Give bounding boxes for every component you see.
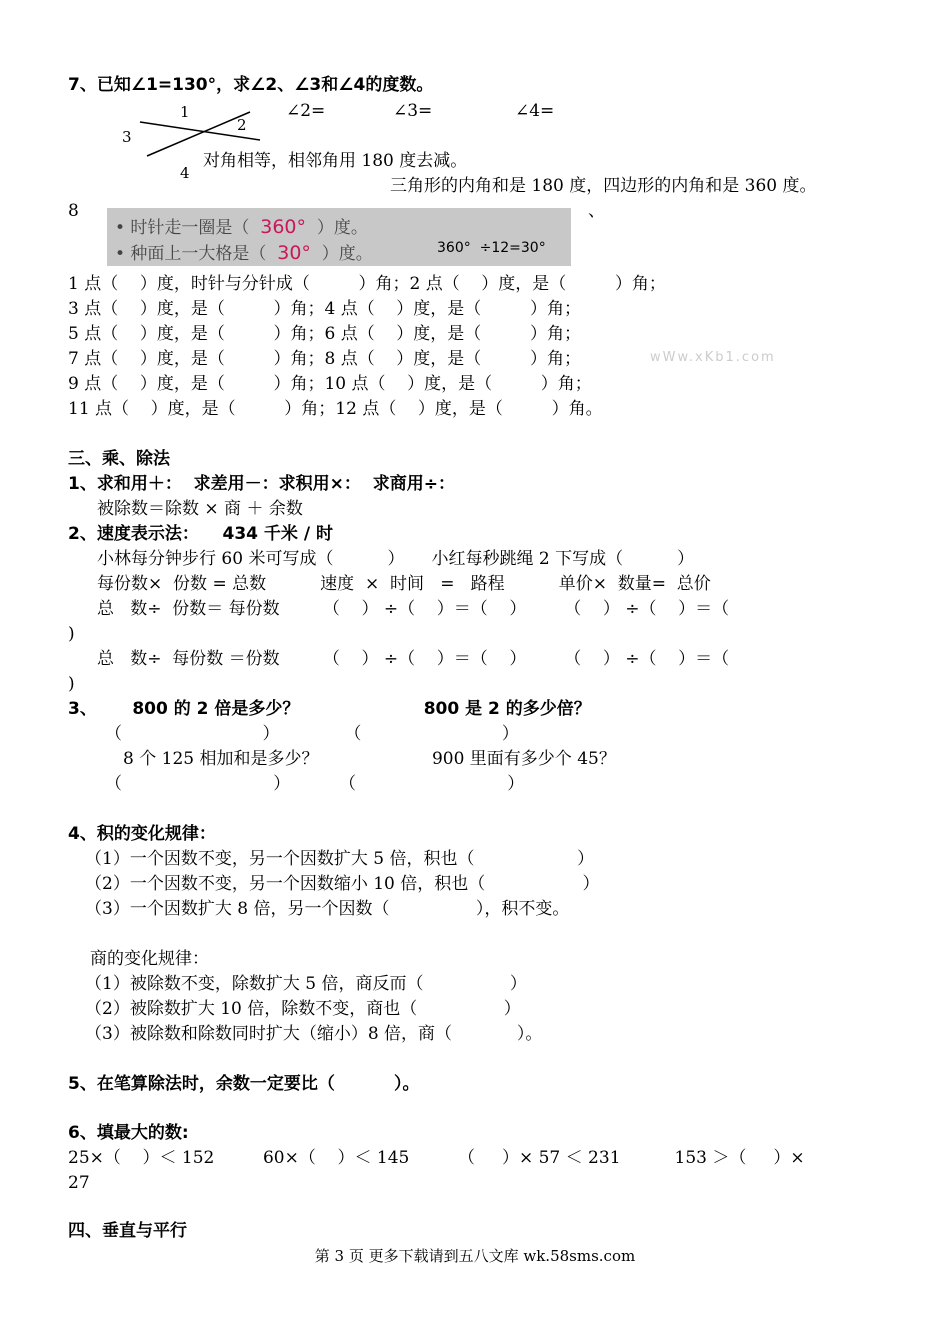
- q8-row-6: 11 点（ ）度，是（ ）角；12 点（ ）度，是（ ）角。: [68, 399, 603, 419]
- slide-line-1-post: ）度。: [316, 218, 368, 238]
- q8-row-4: 7 点（ ）度，是（ ）角；8 点（ ）度，是（ ）角；: [68, 349, 581, 369]
- s4-heading: 4、积的变化规律：: [68, 824, 216, 844]
- s4-item-5: （2）被除数扩大 10 倍，除数不变，商也（ ）: [85, 999, 521, 1019]
- q8-row-1: 1 点（ ）度，时针与分针成（ ）角；2 点（ ）度，是（ ）角；: [68, 274, 666, 294]
- s3-line-2: 2、速度表示法： 434 千米 / 时: [68, 524, 333, 544]
- s3-line-3b: 8 个 125 相加和是多少？ 900 里面有多少个 45？: [123, 749, 616, 769]
- angle-label-4: 4: [180, 164, 190, 182]
- s4-quotient-heading: 商的变化规律：: [90, 949, 209, 969]
- s3-line-3a: （ ） （ ）: [105, 724, 519, 744]
- section-4-heading: 四、垂直与平行: [68, 1221, 187, 1241]
- s4-item-2: （2）一个因数不变，另一个因数缩小 10 倍，积也（ ）: [85, 874, 600, 894]
- slide-line-2: [115, 239, 373, 264]
- s6-line: 25×（ ）＜ 152 60×（ ）＜ 145 （ ）× 57 ＜ 231 153 ＞（ ）×: [68, 1148, 805, 1168]
- s3-line-2d: 总 数÷ 每份数 ＝份数 （ ） ÷（ ）＝（ ） （ ） ÷（ ）＝（: [97, 649, 730, 669]
- slide-line-2-post: ）度。: [321, 244, 373, 264]
- q7-angle4: ∠4=: [515, 101, 555, 121]
- s4-item-4: （1）被除数不变，除数扩大 5 倍，商反而（ ）: [85, 974, 527, 994]
- angle-label-2: 2: [237, 116, 247, 134]
- section-3-heading: 三、乘、除法: [68, 449, 170, 469]
- q8-row-5: 9 点（ ）度，是（ ）角；10 点（ ）度，是（ ）角；: [68, 374, 592, 394]
- s3-line-1: 1、求和用＋： 求差用－：求积用×： 求商用÷：: [68, 474, 455, 494]
- q7-title: 7、已知∠1=130°，求∠2、∠3和∠4的度数。: [68, 75, 434, 95]
- s3-line-3: 3、 800 的 2 倍是多少？ 800 是 2 的多少倍？: [68, 699, 591, 719]
- s3-line-2d-close: ): [68, 674, 75, 694]
- s3-line-2c-close: ): [68, 624, 75, 644]
- s5-line: 5、在笔算除法时，余数一定要比（ ）。: [68, 1074, 420, 1094]
- angle-label-3: 3: [122, 128, 132, 146]
- slide-line-1-pre: • 时针走一圈是（: [115, 218, 250, 238]
- slide-note: 360° ÷12=30°: [437, 240, 546, 256]
- s4-item-1: （1）一个因数不变，另一个因数扩大 5 倍，积也（ ）: [85, 849, 595, 869]
- s3-line-2a: 小林每分钟步行 60 米可写成（ ） 小红每秒跳绳 2 下写成（ ）: [97, 549, 695, 569]
- q7-rule2: 三角形的内角和是 180 度，四边形的内角和是 360 度。: [390, 176, 817, 196]
- s3-line-2b: 每份数× 份数 = 总数 速度 × 时间 = 路程 单价× 数量= 总价: [97, 574, 711, 594]
- s4-item-6: （3）被除数和除数同时扩大（缩小）8 倍，商（ ）。: [85, 1024, 543, 1044]
- q8-mark: 、: [588, 201, 605, 221]
- q7-angle2: ∠2=: [286, 101, 326, 121]
- q8-number: 8: [68, 201, 79, 221]
- slide-line-1-value: 360°: [260, 216, 307, 238]
- s6-line-2: 27: [68, 1173, 90, 1193]
- s3-line-1b: 被除数＝除数 × 商 ＋ 余数: [97, 499, 303, 519]
- slide-line-2-value: 30°: [277, 242, 311, 264]
- q8-row-3: 5 点（ ）度，是（ ）角；6 点（ ）度，是（ ）角；: [68, 324, 581, 344]
- slide-image: [107, 208, 571, 266]
- q8-row-2: 3 点（ ）度，是（ ）角；4 点（ ）度，是（ ）角；: [68, 299, 581, 319]
- q7-angle3: ∠3=: [393, 101, 433, 121]
- page-footer: 第 3 页 更多下载请到五八文库 wk.58sms.com: [314, 1247, 636, 1265]
- watermark: wWw.xKb1.com: [650, 350, 776, 365]
- intersecting-lines-diagram: [110, 100, 280, 190]
- s6-heading: 6、填最大的数:: [68, 1123, 189, 1143]
- q7-rule1: 对角相等，相邻角用 180 度去减。: [203, 151, 468, 171]
- slide-line-2-pre: • 种面上一大格是（: [115, 244, 267, 264]
- s3-line-2c: 总 数÷ 份数＝ 每份数 （ ） ÷（ ）＝（ ） （ ） ÷（ ）＝（: [97, 599, 730, 619]
- angle-label-1: 1: [180, 103, 190, 121]
- s4-item-3: （3）一个因数扩大 8 倍，另一个因数（ ），积不变。: [85, 899, 570, 919]
- s3-line-3c: （ ） （ ）: [105, 774, 525, 794]
- slide-line-1: [115, 213, 368, 238]
